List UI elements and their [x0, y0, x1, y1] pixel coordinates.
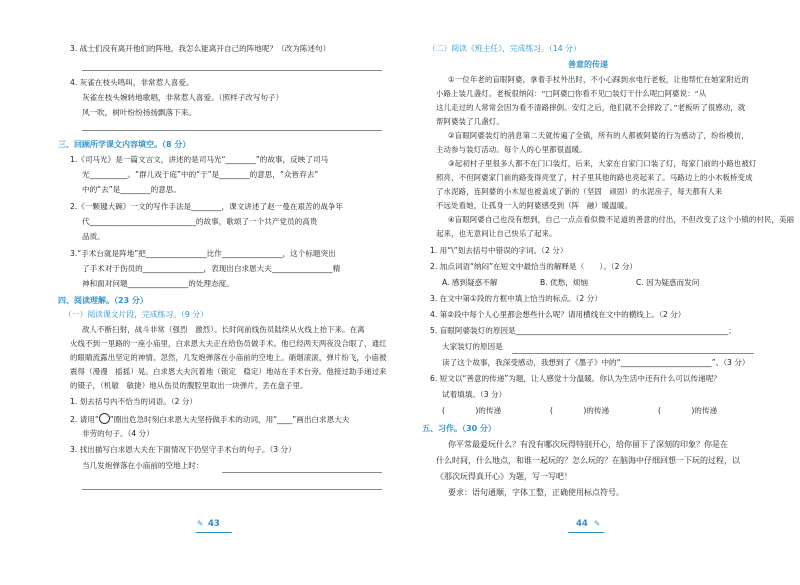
page-number: 43	[208, 519, 220, 529]
section3-heading: 三、回顾所学课文内容填空。（8 分）	[58, 140, 191, 149]
p2-q4: 4. 第②段中每个人心里都会想些什么呢？请用横线在文中的横线上。（2 分）	[430, 310, 686, 319]
answer-line[interactable]	[512, 353, 754, 354]
passage1-line: 的眼睛流露出坚定的神情。忽然，几发炮弹落在小庙前的空地上。硝烟滚滚，弹片纷飞，小庙被	[70, 353, 387, 362]
s3-q3-line3: 神和面对问题________________的处理态度。	[82, 279, 234, 288]
s4-sub2-heading: （二）阅读《班主任》，完成练习。（14 分）	[428, 44, 581, 53]
page-number-rule	[568, 532, 604, 533]
p2-q2: 2. 加点词语“纳闷”在短文中最恰当的解释是（ ）。（2 分）	[430, 262, 638, 271]
passage2-line: ③起初村子里很多人都不在门口装灯，后来，大家在自家门口装了灯，每家门前的小路也被灯	[448, 159, 757, 168]
page-number-rule	[196, 532, 232, 533]
passage2-line: 主动参与装灯活动。每个人的心里都很温暖。	[436, 145, 587, 154]
q4-example: 灰雀在枝头婉转地歌唱，非常惹人喜爱。（照样子改写句子）	[82, 93, 284, 102]
p1-q2-suffix: ”圈出危急时刻白求恩大夫坚持做手术的动词，用“____”画出白求恩大夫	[109, 415, 350, 424]
right-page	[400, 0, 800, 585]
page-number: 44	[576, 519, 588, 529]
passage2-line: ②盲眼阿婆装灯的消息第二天就传遍了全镇，所有的人都被阿婆的行为感动了，纷纷模仿，	[448, 131, 749, 140]
answer-line[interactable]	[222, 472, 382, 473]
p1-q2-prefix: 2. 请用“	[70, 415, 99, 424]
p2-q3: 3. 在文中第①段的方框中填上恰当的标点。（2 分）	[430, 294, 602, 303]
passage1-line: 敌人不断扫射，战斗非常（强烈 激烈）。长时间前线伤员陆续从火线上抬下来。在离	[82, 325, 365, 334]
passage2-line: 小路上装几盏灯。老板很纳闷：“□阿婆□你看不见□装灯干什么呢□阿婆说：“从	[436, 89, 707, 98]
pencil-icon: ✎	[197, 519, 204, 528]
passage2-line: ①一位年老的盲眼阿婆，拿着手杖外出时，不小心踩到水电行老板，让他帮忙在她家附近的	[448, 75, 749, 84]
p1-q3-line1: 3. 找出描写白求恩大夫在下面情况下仍坚守手术台的句子。（3 分）	[70, 445, 296, 454]
p1-q1: 1. 划去括号内不恰当的词语。（2 分）	[70, 397, 198, 406]
pencil-icon: ✎	[594, 519, 601, 528]
essay-requirement: 要求：语句通顺，字体工整，正确使用标点符号。	[448, 488, 624, 497]
section4-heading: 四、阅读理解。（23 分）	[58, 296, 148, 305]
p2-q2-option-b[interactable]: B. 优愁，烦恼	[540, 278, 589, 287]
p1-q2-line1	[70, 413, 349, 424]
passage1-line: 的镊子，（机敏 敏捷）地从伤员的腹腔里取出一块弹片，丢在盘子里。	[70, 381, 308, 390]
p2-q6-blank[interactable]: ( )的传递	[550, 406, 610, 415]
p2-q2-option-a[interactable]: A. 感到疑惑不解	[442, 278, 498, 287]
p1-q2-line2: 非劳的句子。（4 分）	[82, 429, 154, 438]
p2-q5-line1: 5. 盲眼阿婆装灯的原因是________________________________________________________；	[430, 326, 736, 335]
s3-q3-line1: 3.“手术台就是阵地”把________________比作________________，这个标题突出	[70, 249, 336, 258]
essay-prompt-line: 《那次玩得真开心》为题，写一写吧！	[436, 472, 572, 481]
p2-q6-line2: 试着填填。（3 分）	[442, 390, 507, 399]
q4-prompt: 风一吹，树叶纷纷扬扬飘落下来。	[82, 108, 196, 117]
passage2-line: 起来，也无意间让自己快乐了起来。	[436, 229, 557, 238]
passage2-line: 这儿走过的人常常会因为看不清路摔倒。安灯之后，他们就不会摔跤了。”老板听了很感动，就	[436, 103, 746, 112]
answer-line[interactable]	[82, 130, 382, 131]
p2-q6-line1: 6. 短文以“善意的传递”为题，让人感觉十分温暖。你认为生活中还有什么可以传递呢？	[430, 374, 721, 383]
passage2-line: 帮阿婆装了几盏灯。	[436, 117, 504, 126]
s4-sub1-heading: （一）阅读课文片段，完成练习。（9 分）	[64, 310, 208, 319]
essay-prompt-line: 你平常最爱玩什么？有没有哪次玩得特别开心，给你留下了深刻的印象？你是在	[448, 440, 728, 449]
p1-q3-line2: 当几发炮弹落在小庙前的空地上时：	[82, 461, 204, 470]
passage2-line: ④盲眼阿婆自己也没有想到，自己一点点看似微不足道的善意的付出，不但改变了这个小镇的村民，美丽	[448, 215, 795, 224]
answer-line[interactable]	[82, 70, 382, 71]
essay-prompt-line: 什么时间，什么地点，和谁一起玩的？怎么玩的？在脑海中仔细回想一下玩的过程，以	[436, 456, 740, 465]
answer-line[interactable]	[82, 489, 382, 490]
s3-q2-line2: 代____________________________的故事，歌颂了一个共产党员的高贵	[82, 217, 318, 226]
s3-q3-line2: 了手术对于伤员的________________，表现出白求恩大夫________________精	[82, 264, 341, 273]
p2-q2-option-c[interactable]: C. 因为疑惑而发问	[636, 278, 700, 287]
p2-q1: 1. 用“\”划去括号中错误的字词。（2 分）	[430, 246, 568, 255]
s3-q2-line1: 2.《一颗毽大碗》一文的写作手法是________，课文讲述了赵一曼在艰苦的战争年	[70, 202, 344, 211]
p2-q5-line3: 读了这个故事，我深受感动，我想到了《墨子》中的“________________________”。（3 分）	[442, 358, 750, 367]
section5-heading: 五、习作。（30 分）	[422, 424, 496, 433]
q3-text: 3. 战士们没有离开他们的阵地，我怎么能离开自己的阵地呢？（改为陈述句）	[70, 44, 331, 53]
passage2-title: 善意的传递	[568, 60, 608, 69]
passage2-line: 照亮，不但阿婆家门前的路变得亮堂了，村子里其他的路也亮起来了。马路边上的小木板桥变成	[436, 173, 753, 182]
circle-mark-icon	[99, 413, 110, 424]
s3-q1-line3: 中的“去”是________的意思。	[82, 185, 181, 194]
passage2-line: 了水泥路，连阿婆的小木屋也被盖成了新的（坚固 顽固）的水泥房子，每天都有人来	[436, 187, 723, 196]
p2-q5-line2: 大家装灯的原因是	[442, 342, 503, 351]
p2-q6-blank[interactable]: ( )的传递	[658, 406, 718, 415]
passage1-line: 震得（漫漫 摇摇）晃。白求恩大夫沉着地（锁定 稳定）地站在手术台旁。他接过助手递过来	[70, 367, 387, 376]
passage1-line: 火线不到一里路的一座小庙里，白求恩大夫正在给伤员做手术。他已经两天两夜没合眼了，通红	[70, 339, 387, 348]
p2-q6-blank[interactable]: ( )的传递	[442, 406, 502, 415]
q4-text: 4. 灰雀在枝头鸣叫，非常惹人喜爱。	[70, 78, 194, 87]
s3-q1-line1: 1.《司马光》是一篇文言文，讲述的是司马光“________”的故事，反映了司马	[70, 155, 329, 164]
s3-q2-line3: 品质。	[82, 232, 105, 241]
s3-q1-line2: 光__________。“群儿戏于庭”中的“于”是________的意思，“众皆弃去”	[82, 170, 319, 179]
passage2-line: 不远处看她，让孤身一人的阿婆感受到（阵 融）暖温暖。	[436, 201, 633, 210]
